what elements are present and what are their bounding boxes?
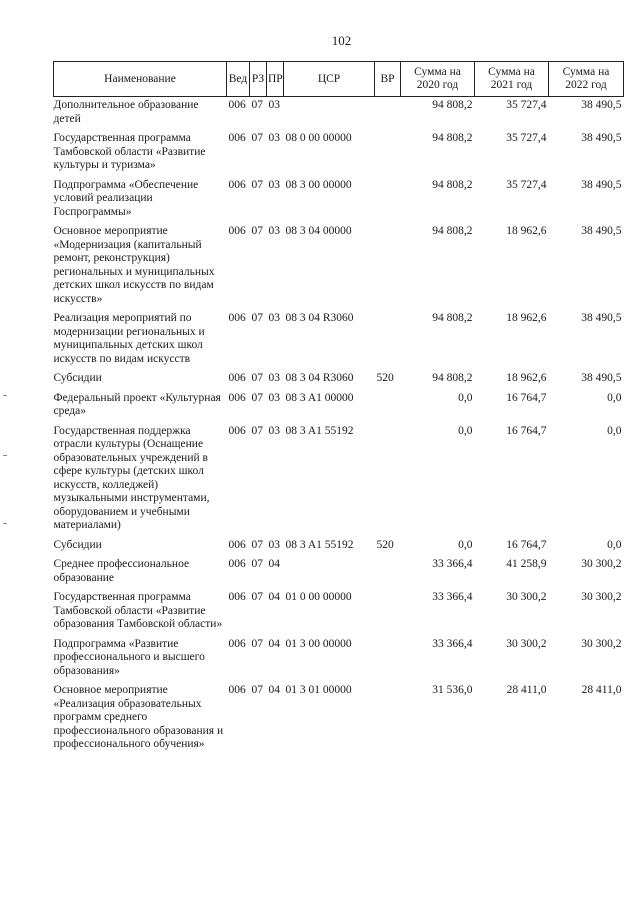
cell-csr: 08 3 A1 55192 — [285, 424, 354, 437]
cell-ved: 006 — [228, 591, 246, 603]
cell-ved: 006 — [228, 99, 246, 111]
col-header-ved: Вед — [227, 62, 250, 97]
cell-sum-2020: 33 366,4 — [432, 558, 473, 570]
cell-rz: 07 — [251, 684, 263, 696]
cell-pr: 03 — [268, 132, 280, 144]
cell-ved: 006 — [228, 391, 246, 404]
col-header-name: Наименование — [54, 62, 227, 97]
cell-vr — [375, 310, 401, 370]
cell-rz: 07 — [251, 99, 263, 111]
cell-sum-2022: 28 411,0 — [581, 684, 622, 696]
cell-ved: 006 — [228, 637, 246, 650]
cell-sum-2021: 16 764,7 — [506, 391, 547, 404]
cell-pr: 04 — [268, 558, 280, 570]
cell-vr: 520 — [376, 372, 394, 384]
cell-pr: 03 — [268, 99, 280, 111]
cell-csr — [284, 556, 375, 589]
cell-sum-2022: 0,0 — [607, 538, 622, 551]
cell-csr: 08 3 04 R3060 — [285, 372, 354, 384]
cell-sum-2022: 38 490,5 — [581, 132, 622, 144]
cell-ved: 006 — [228, 372, 246, 384]
cell-sum-2020: 0,0 — [458, 538, 473, 551]
cell-csr: 08 3 A1 55192 — [285, 538, 354, 551]
cell-name: Подпрограмма «Развитие профессионального и высшего образования» — [53, 637, 205, 677]
cell-name: Реализация мероприятий по модернизации региональных и муниципальных детских школ искусств по видам искусств — [53, 312, 205, 365]
cell-sum-2021: 41 258,9 — [506, 558, 547, 570]
cell-pr: 03 — [268, 391, 280, 404]
cell-sum-2020: 0,0 — [458, 391, 473, 404]
cell-ved: 006 — [228, 684, 246, 696]
cell-name: Субсидии — [53, 538, 102, 551]
cell-rz: 07 — [251, 391, 263, 404]
cell-sum-2022: 38 490,5 — [581, 372, 622, 384]
cell-ved: 006 — [228, 424, 246, 437]
cell-sum-2021: 30 300,2 — [506, 591, 547, 603]
cell-name: Дополнительное образование детей — [53, 99, 199, 125]
cell-name: Субсидии — [53, 372, 102, 384]
cell-vr — [375, 97, 401, 131]
cell-sum-2020: 0,0 — [458, 424, 473, 437]
table-header-row — [54, 62, 624, 97]
table-body — [54, 97, 624, 756]
cell-ved: 006 — [228, 225, 246, 237]
cell-csr: 08 3 04 00000 — [285, 225, 352, 237]
cell-sum-2021: 28 411,0 — [506, 684, 547, 696]
cell-sum-2021: 16 764,7 — [506, 538, 547, 551]
cell-sum-2021: 16 764,7 — [506, 424, 547, 437]
cell-csr: 08 0 00 00000 — [285, 132, 352, 144]
cell-vr — [375, 423, 401, 537]
table-row — [54, 589, 624, 636]
col-header-vr: ВР — [375, 62, 401, 97]
cell-sum-2022: 0,0 — [607, 391, 622, 404]
cell-sum-2021: 18 962,6 — [506, 372, 547, 384]
table-row — [54, 423, 624, 537]
table-row — [54, 177, 624, 224]
cell-vr — [375, 682, 401, 756]
cell-rz: 07 — [251, 178, 263, 191]
cell-csr: 01 3 00 00000 — [285, 637, 352, 650]
cell-rz: 07 — [251, 312, 263, 324]
cell-sum-2020: 94 808,2 — [432, 312, 473, 324]
cell-sum-2020: 94 808,2 — [432, 372, 473, 384]
cell-csr: 01 3 01 00000 — [285, 684, 352, 696]
cell-vr — [375, 589, 401, 636]
cell-sum-2022: 38 490,5 — [581, 99, 622, 111]
cell-csr — [284, 97, 375, 131]
cell-pr: 03 — [268, 424, 280, 437]
table-row — [54, 556, 624, 589]
cell-sum-2022: 30 300,2 — [581, 591, 622, 603]
cell-name: Государственная поддержка отрасли культуры (Оснащение образовательных учреждений в сфере культуры (детских школ искусств, колледжей) музыкальными инструментами, оборудованием и учебными материалами) — [53, 424, 210, 531]
cell-rz: 07 — [251, 225, 263, 237]
cell-sum-2020: 94 808,2 — [432, 225, 473, 237]
cell-vr — [375, 223, 401, 310]
cell-rz: 07 — [251, 591, 263, 603]
cell-vr: 520 — [376, 538, 394, 551]
cell-rz: 07 — [251, 372, 263, 384]
cell-pr: 03 — [268, 312, 280, 324]
cell-ved: 006 — [228, 132, 246, 144]
cell-sum-2021: 30 300,2 — [506, 637, 547, 650]
cell-name: Федеральный проект «Культурная среда» — [53, 391, 221, 417]
cell-vr — [375, 130, 401, 177]
cell-name: Среднее профессиональное образование — [53, 558, 190, 584]
cell-csr: 08 3 A1 00000 — [285, 391, 354, 404]
cell-ved: 006 — [228, 538, 246, 551]
margin-mark — [3, 523, 7, 524]
cell-sum-2022: 38 490,5 — [581, 178, 622, 191]
col-header-rz: РЗ — [250, 62, 267, 97]
cell-name: Государственная программа Тамбовской области «Развитие культуры и туризма» — [53, 132, 206, 171]
cell-sum-2022: 30 300,2 — [581, 558, 622, 570]
cell-csr: 01 0 00 00000 — [285, 591, 352, 603]
cell-sum-2021: 35 727,4 — [506, 99, 547, 111]
cell-name: Государственная программа Тамбовской области «Развитие образования Тамбовской области» — [53, 591, 223, 630]
cell-ved: 006 — [228, 312, 246, 324]
cell-vr — [375, 390, 401, 423]
cell-sum-2020: 94 808,2 — [432, 132, 473, 144]
cell-sum-2022: 30 300,2 — [581, 637, 622, 650]
cell-sum-2021: 18 962,6 — [506, 312, 547, 324]
cell-sum-2020: 94 808,2 — [432, 99, 473, 111]
cell-sum-2021: 18 962,6 — [506, 225, 547, 237]
budget-table-wrapper — [53, 61, 624, 756]
col-header-sum-2022: Сумма на 2022 год — [549, 62, 624, 97]
table-row — [54, 370, 624, 390]
cell-sum-2021: 35 727,4 — [506, 178, 547, 191]
cell-sum-2020: 33 366,4 — [432, 637, 473, 650]
budget-table — [53, 61, 624, 756]
cell-rz: 07 — [251, 132, 263, 144]
table-row — [54, 310, 624, 370]
cell-name: Основное мероприятие «Модернизация (капитальный ремонт, реконструкция) региональных и муниципальных детских школ искусств по видам искусств» — [53, 225, 215, 305]
table-row — [54, 130, 624, 177]
cell-sum-2020: 31 536,0 — [432, 684, 473, 696]
cell-sum-2020: 33 366,4 — [432, 591, 473, 603]
cell-pr: 04 — [268, 684, 280, 696]
cell-vr — [375, 636, 401, 683]
cell-name: Подпрограмма «Обеспечение условий реализации Госпрограммы» — [53, 178, 199, 218]
cell-ved: 006 — [228, 558, 246, 570]
cell-rz: 07 — [251, 558, 263, 570]
table-row — [54, 390, 624, 423]
cell-csr: 08 3 04 R3060 — [285, 312, 354, 324]
cell-rz: 07 — [251, 637, 263, 650]
cell-name: Основное мероприятие «Реализация образовательных программ среднего профессионального образования и профессионального обучения» — [53, 684, 224, 750]
table-row — [54, 682, 624, 756]
table-row — [54, 223, 624, 310]
cell-pr: 03 — [268, 372, 280, 384]
cell-csr: 08 3 00 00000 — [285, 178, 352, 191]
table-row — [54, 636, 624, 683]
cell-pr: 03 — [268, 225, 280, 237]
cell-sum-2020: 94 808,2 — [432, 178, 473, 191]
cell-rz: 07 — [251, 424, 263, 437]
cell-ved: 006 — [228, 178, 246, 191]
table-row — [54, 537, 624, 557]
col-header-sum-2020: Сумма на 2020 год — [401, 62, 475, 97]
table-row — [54, 97, 624, 131]
page-number: 102 — [331, 33, 352, 48]
cell-vr — [375, 177, 401, 224]
col-header-csr: ЦСР — [284, 62, 375, 97]
cell-sum-2022: 38 490,5 — [581, 225, 622, 237]
cell-sum-2022: 38 490,5 — [581, 312, 622, 324]
cell-sum-2022: 0,0 — [607, 424, 622, 437]
cell-pr: 03 — [268, 178, 280, 191]
cell-pr: 04 — [268, 591, 280, 603]
col-header-pr: ПР — [267, 62, 284, 97]
cell-sum-2021: 35 727,4 — [506, 132, 547, 144]
cell-rz: 07 — [251, 538, 263, 551]
cell-vr — [375, 556, 401, 589]
margin-mark — [3, 395, 7, 396]
margin-mark — [3, 455, 7, 456]
cell-pr: 04 — [268, 637, 280, 650]
col-header-sum-2021: Сумма на 2021 год — [475, 62, 549, 97]
cell-pr: 03 — [268, 538, 280, 551]
